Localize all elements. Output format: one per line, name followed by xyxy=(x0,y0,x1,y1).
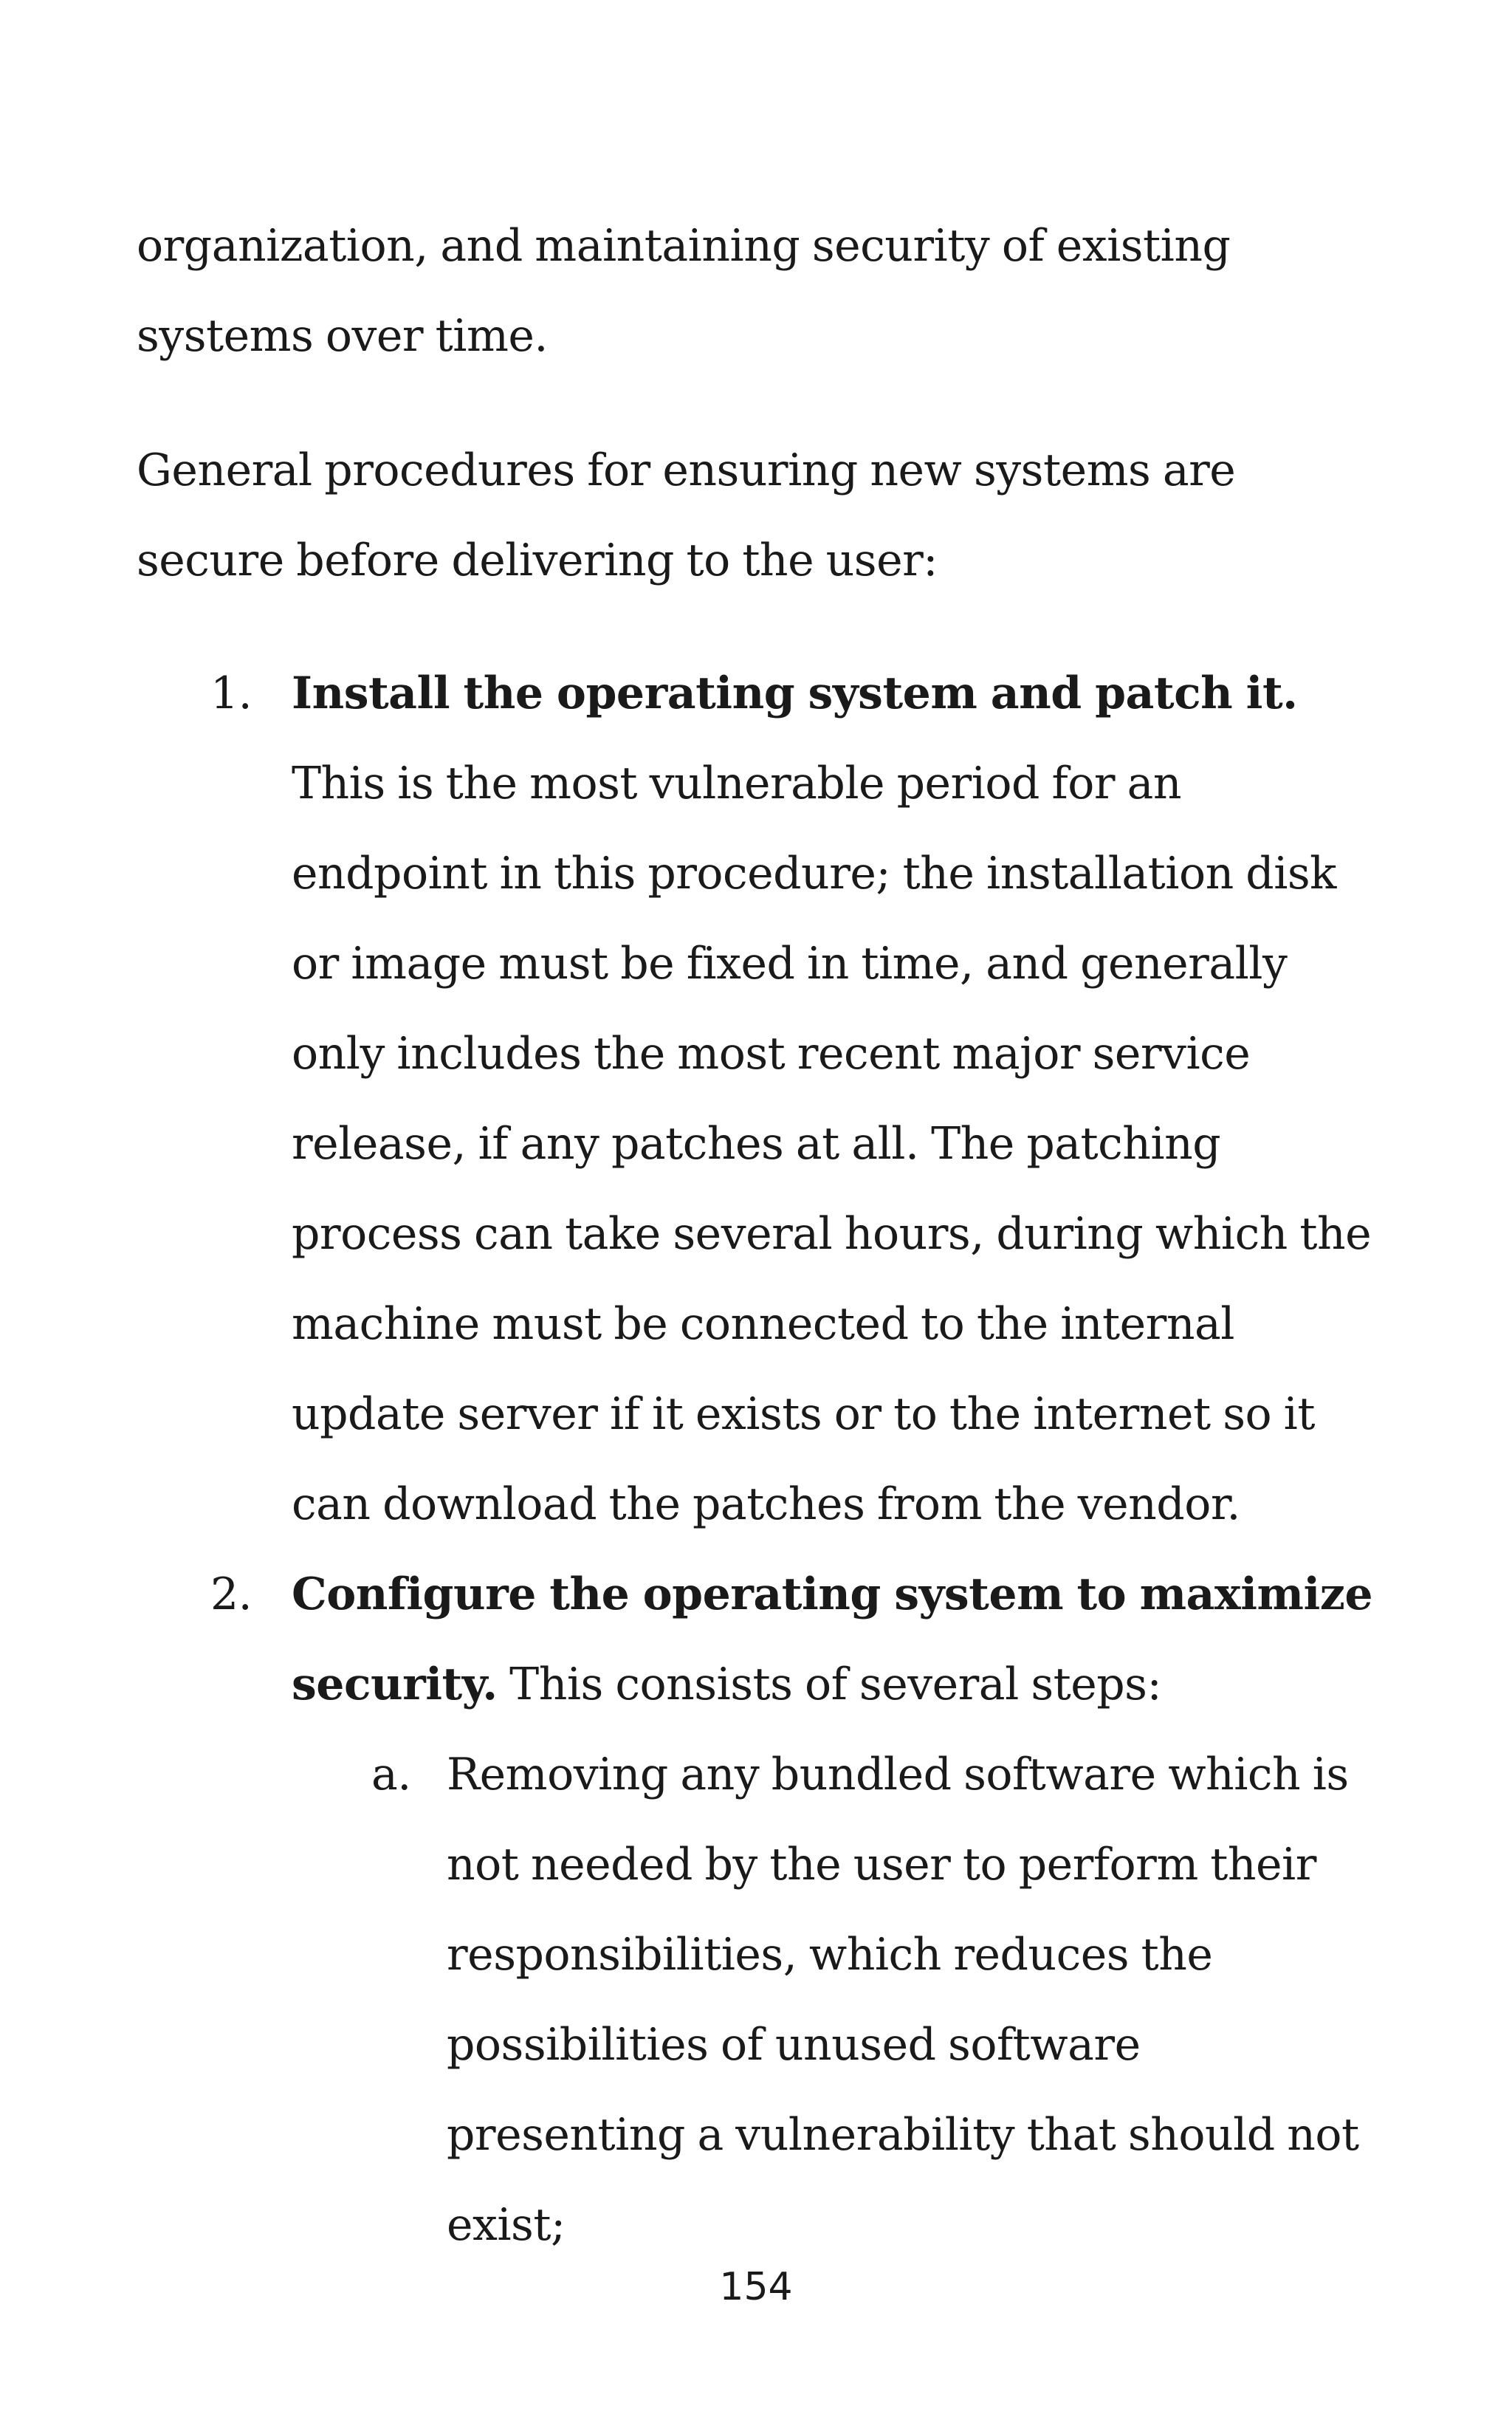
list-item-text: This consists of several steps: xyxy=(497,1659,1162,1710)
sub-list-item-text: Removing any bundled software which is not needed by the user to perform their responsibilities, which reduces the possibilities of unused software presenting a vulnerability that should not exist; xyxy=(447,1749,1359,2251)
continuation-paragraph: organization, and maintaining security of existing systems over time. xyxy=(137,220,1231,362)
list-item-text: This is the most vulnerable period for an endpoint in this procedure; the installation disk or image must be fixed in time, and generally only includes the most recent major service release, if any patches at all. The patching process can take several hours, during which the machine must be connected to the internal update server if it exists or to the internet so it can download the patches from the vendor. xyxy=(292,758,1372,1530)
list-item xyxy=(137,1549,1384,2270)
procedure-list xyxy=(137,648,1384,2270)
page-number: 154 xyxy=(719,2265,793,2309)
list-item xyxy=(137,648,1384,1549)
list-item-lead: Install the operating system and patch it. xyxy=(292,668,1298,719)
list-item-number: 2. xyxy=(210,1569,252,1620)
list-item-lead: Configure the operating system to maximize security. xyxy=(292,1569,1373,1710)
sub-list xyxy=(292,1730,1384,2270)
list-item-number: 1. xyxy=(210,668,252,719)
sub-list-item xyxy=(292,1730,1384,2270)
procedures-intro-paragraph: General procedures for ensuring new systems are secure before delivering to the user: xyxy=(137,445,1236,586)
page-content xyxy=(137,201,1384,2270)
sub-list-item-letter: a. xyxy=(371,1749,411,1800)
